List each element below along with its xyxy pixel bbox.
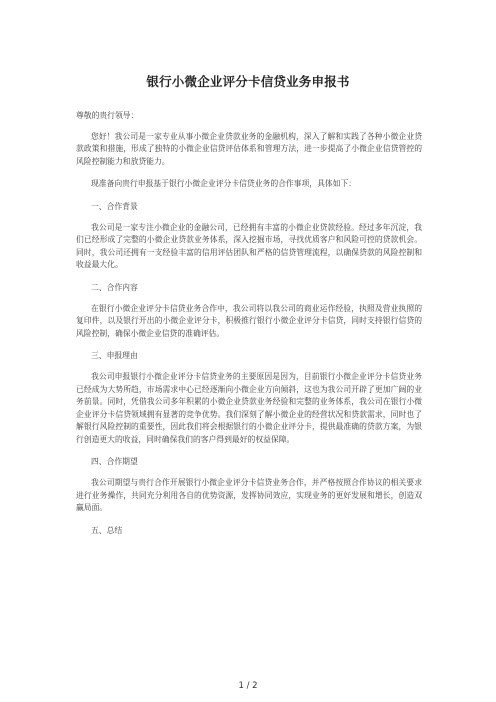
section-heading: 五、总结 [91,525,123,535]
section-paragraph: 我公司申报银行小微企业评分卡信贷业务的主要原因是因为，目前银行小微企业评分卡信贷业务已经成为大势所趋，市场需求中心已经逐渐向小微企业方向倾斜，这也为我公司开辟了更加广阔的业务前景。同时，凭借我公司多年积累的小微企业贷款业务经验和完整的业务体系，我公司在银行小微企业评分卡信贷领域拥有显著的竞争优势。我们深刻了解小微企业的经营状况和贷款需求，同时也了解银行风险控制的重要性，因此我们将会根据银行的小微企业评分卡，提供最准确的贷款方案，为银行创造更大的收益，同时确保我们的客户得到最好的权益保障。 [76,371,422,444]
section-paragraph: 在银行小微企业评分卡信贷业务合作中，我公司将以我公司的商业运作经验，执照及营业执照的复印件，以及银行开出的小微企业评分卡，积极推行银行小微企业评分卡信贷，同时支持银行信贷的风险控制，确保小微企业信贷的准确评估。 [76,303,422,338]
section-heading: 一、合作背景 [91,201,138,211]
section-paragraph: 我公司是一家专注小微企业的金融公司，已经拥有丰富的小微企业贷款经验。经过多年沉淀，我们已经形成了完整的小微企业贷款业务体系，深入挖掘市场，寻找优质客户和风险可控的贷款机会。同时，我公司还拥有一支经验丰富的信用评估团队和严格的信贷管理流程，以确保贷款的风险控制和收益最大化。 [76,222,422,270]
intro-paragraph: 您好！我公司是一家专业从事小微企业贷款业务的金融机构，深入了解和实践了各种小微企业贷款政策和措施，形成了独特的小微企业信贷评估体系和管理方法，进一步提高了小微企业信贷管控的风险控制能力和放贷能力。 [76,131,422,166]
section-paragraph: 我公司期望与贵行合作开展银行小微企业评分卡信贷业务合作，并严格按照合作协议的相关要求进行业务操作，共同充分利用各自的优势资源，发挥协同效应，实现业务的更好发展和增长，创造双赢局面。 [76,478,422,513]
greeting: 尊敬的贵行领导： [76,111,139,120]
section-heading: 二、合作内容 [91,282,138,292]
section-heading: 三、申报理由 [91,351,138,361]
document-body [76,110,422,545]
document-title: 银行小微企业评分卡信贷业务申报书 [146,74,350,89]
page-number: 1 / 2 [238,681,258,691]
lead-paragraph: 现准备向贵行申报基于银行小微企业评分卡信贷业务的合作事项，具体如下： [91,179,357,189]
section-heading: 四、合作期望 [91,457,138,467]
